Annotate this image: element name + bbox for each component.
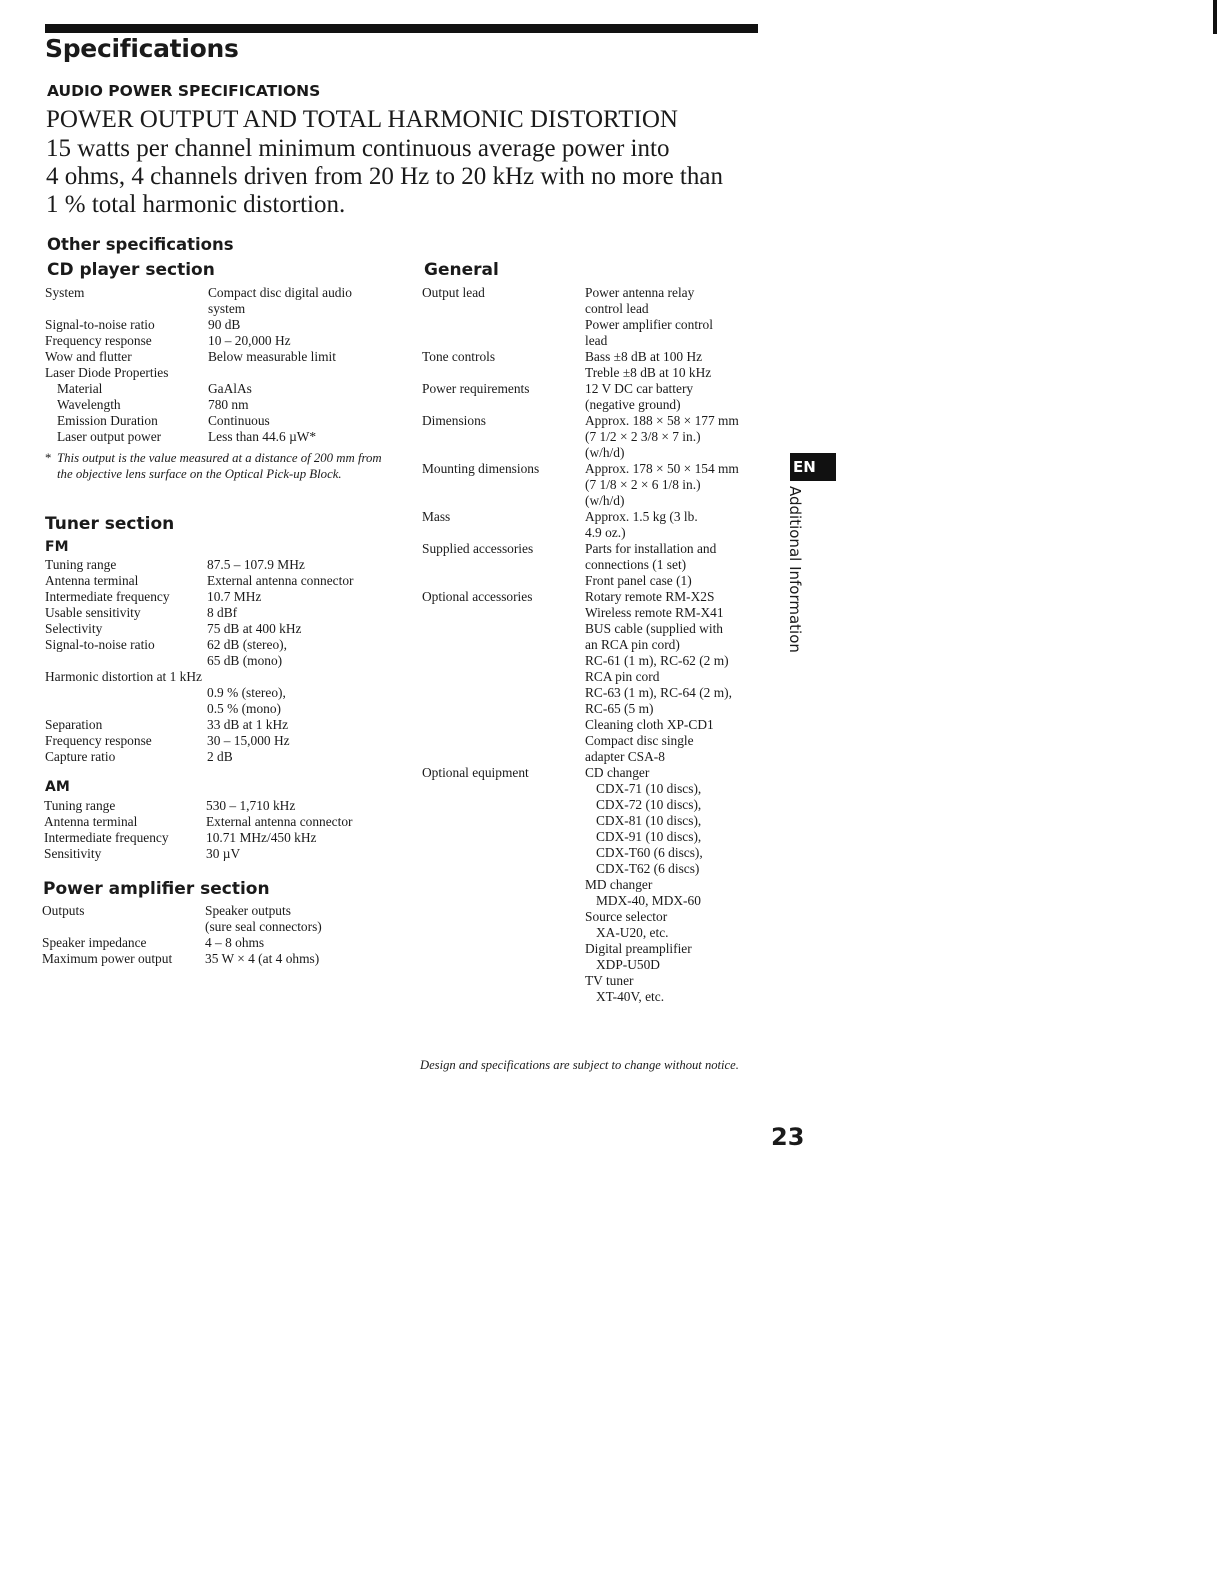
spec-value: Digital preamplifier	[585, 941, 692, 956]
spec-value: 2 dB	[207, 749, 233, 764]
spec-value: 90 dB	[208, 317, 241, 332]
amp-section-heading: Power amplifier section	[43, 879, 270, 899]
spec-label: Emission Duration	[57, 413, 158, 428]
footnote-text: This output is the value measured at a distance of 200 mm from the objective lens surface on the Optical Pick-up Block.	[57, 451, 382, 481]
spec-value: Treble ±8 dB at 10 kHz	[585, 365, 712, 380]
general-spec-list	[422, 285, 767, 1005]
spec-label: Intermediate frequency	[44, 830, 169, 845]
top-rule	[45, 24, 758, 33]
spec-row	[422, 589, 767, 605]
spec-row	[422, 653, 767, 669]
spec-row	[422, 413, 767, 429]
spec-row	[422, 957, 767, 973]
spec-row	[45, 317, 390, 333]
spec-value: Continuous	[208, 413, 270, 428]
am-heading: AM	[45, 779, 70, 795]
spec-row	[422, 461, 767, 477]
spec-value: Power amplifier control	[585, 317, 713, 332]
spec-row	[422, 493, 767, 509]
spec-row	[44, 814, 389, 830]
spec-row	[422, 301, 767, 317]
spec-label: Capture ratio	[45, 749, 116, 764]
spec-label: Wow and flutter	[45, 349, 132, 364]
spec-row	[42, 935, 387, 951]
spec-value: Front panel case (1)	[585, 573, 692, 588]
spec-label: Tone controls	[422, 349, 496, 364]
spec-row	[422, 429, 767, 445]
spec-value: CDX-T60 (6 discs),	[596, 845, 703, 860]
spec-value: MD changer	[585, 877, 653, 892]
spec-row	[45, 733, 390, 749]
spec-row	[45, 637, 390, 653]
spec-value: Approx. 1.5 kg (3 lb.	[585, 509, 698, 524]
spec-label: Signal-to-noise ratio	[45, 317, 155, 332]
spec-value: Bass ±8 dB at 100 Hz	[585, 349, 703, 364]
spec-value: Cleaning cloth XP-CD1	[585, 717, 714, 732]
spec-row	[422, 333, 767, 349]
spec-label: Sensitivity	[44, 846, 102, 861]
spec-value: CD changer	[585, 765, 650, 780]
spec-row	[45, 669, 390, 685]
footnote-marker: *	[45, 451, 52, 465]
spec-value: an RCA pin cord)	[585, 637, 680, 652]
spec-row	[422, 365, 767, 381]
spec-value: XDP-U50D	[596, 957, 660, 972]
spec-row	[45, 589, 390, 605]
spec-value: 75 dB at 400 kHz	[207, 621, 302, 636]
spec-row	[422, 941, 767, 957]
spec-label: Usable sensitivity	[45, 605, 141, 620]
spec-row	[44, 798, 389, 814]
spec-value: XA-U20, etc.	[596, 925, 669, 940]
spec-value: connections (1 set)	[585, 557, 687, 572]
spec-label: Dimensions	[422, 413, 486, 428]
audio-power-heading: AUDIO POWER SPECIFICATIONS	[47, 82, 321, 100]
power-output-title: POWER OUTPUT AND TOTAL HARMONIC DISTORTION	[46, 106, 678, 133]
spec-row	[422, 717, 767, 733]
spec-value: 10.7 MHz	[207, 589, 262, 604]
spec-row	[422, 797, 767, 813]
spec-label: Laser Diode Properties	[45, 365, 169, 380]
spec-value: 10.71 MHz/450 kHz	[206, 830, 317, 845]
cd-section-heading: CD player section	[47, 260, 215, 280]
spec-label: Separation	[45, 717, 103, 732]
spec-value: (7 1/2 × 2 3/8 × 7 in.)	[585, 429, 701, 444]
spec-row	[422, 685, 767, 701]
page-number: 23	[771, 1123, 805, 1151]
spec-value: 30 µV	[206, 846, 241, 861]
spec-row	[422, 733, 767, 749]
spec-value: 780 nm	[208, 397, 249, 412]
spec-row	[45, 285, 390, 301]
spec-value: 10 – 20,000 Hz	[208, 333, 291, 348]
spec-row	[422, 477, 767, 493]
footer-note: Design and specifications are subject to change without notice.	[420, 1058, 739, 1072]
spec-value: (sure seal connectors)	[205, 919, 322, 934]
power-statement-line: 1 % total harmonic distortion.	[46, 191, 346, 218]
spec-value: lead	[585, 333, 608, 348]
spec-value: RC-65 (5 m)	[585, 701, 654, 716]
spec-value: 0.5 % (mono)	[207, 701, 282, 716]
spec-value: Source selector	[585, 909, 668, 924]
spec-label: Harmonic distortion at 1 kHz	[45, 669, 202, 684]
spec-label: Mass	[422, 509, 451, 524]
spec-value: BUS cable (supplied with	[585, 621, 723, 636]
spec-row	[422, 525, 767, 541]
spec-label: Wavelength	[57, 397, 121, 412]
spec-row	[45, 429, 390, 445]
spec-value: adapter CSA-8	[585, 749, 665, 764]
spec-value: 62 dB (stereo),	[207, 637, 287, 652]
spec-row	[422, 605, 767, 621]
spec-label: Antenna terminal	[44, 814, 138, 829]
spec-row	[422, 509, 767, 525]
spec-value: 12 V DC car battery	[585, 381, 694, 396]
spec-row	[422, 637, 767, 653]
edge-mark	[1213, 0, 1217, 34]
spec-value: 8 dBf	[207, 605, 238, 620]
spec-value: 33 dB at 1 kHz	[207, 717, 289, 732]
spec-row	[42, 951, 387, 967]
spec-row	[45, 701, 390, 717]
spec-label: Output lead	[422, 285, 485, 300]
spec-value: External antenna connector	[206, 814, 353, 829]
spec-label: Optional equipment	[422, 765, 529, 780]
spec-label: Intermediate frequency	[45, 589, 170, 604]
spec-value: CDX-91 (10 discs),	[596, 829, 702, 844]
spec-row	[45, 605, 390, 621]
page-title: Specifications	[45, 34, 239, 63]
spec-value: system	[208, 301, 246, 316]
section-side-label: Additional Information	[786, 486, 804, 653]
spec-value: (7 1/8 × 2 × 6 1/8 in.)	[585, 477, 701, 492]
spec-row	[422, 541, 767, 557]
spec-row	[422, 861, 767, 877]
spec-value: TV tuner	[585, 973, 634, 988]
spec-label: Outputs	[42, 903, 85, 918]
spec-row	[44, 830, 389, 846]
spec-value: CDX-81 (10 discs),	[596, 813, 702, 828]
spec-value: CDX-71 (10 discs),	[596, 781, 702, 796]
spec-label: Mounting dimensions	[422, 461, 540, 476]
spec-row	[422, 877, 767, 893]
spec-label: Speaker impedance	[42, 935, 147, 950]
spec-row	[422, 765, 767, 781]
spec-row	[422, 925, 767, 941]
spec-row	[45, 621, 390, 637]
spec-row	[422, 813, 767, 829]
spec-value: 0.9 % (stereo),	[207, 685, 286, 700]
spec-label: Signal-to-noise ratio	[45, 637, 155, 652]
spec-row	[422, 381, 767, 397]
spec-value: GaAlAs	[208, 381, 252, 396]
spec-label: Tuning range	[44, 798, 116, 813]
spec-value: XT-40V, etc.	[596, 989, 665, 1004]
spec-value: (w/h/d)	[585, 445, 625, 460]
spec-label: System	[45, 285, 85, 300]
spec-row	[422, 909, 767, 925]
spec-row	[45, 573, 390, 589]
spec-value: 87.5 – 107.9 MHz	[207, 557, 305, 572]
spec-value: RC-61 (1 m), RC-62 (2 m)	[585, 653, 729, 668]
spec-label: Selectivity	[45, 621, 103, 636]
spec-value: CDX-72 (10 discs),	[596, 797, 702, 812]
spec-row	[422, 669, 767, 685]
spec-label: Frequency response	[45, 733, 152, 748]
general-section-heading: General	[424, 260, 499, 280]
spec-value: Compact disc single	[585, 733, 694, 748]
spec-row	[422, 973, 767, 989]
spec-row	[422, 573, 767, 589]
spec-row	[422, 557, 767, 573]
amp-spec-list	[42, 903, 387, 967]
spec-row	[45, 333, 390, 349]
spec-label: Antenna terminal	[45, 573, 139, 588]
spec-value: Less than 44.6 µW*	[208, 429, 317, 444]
spec-label: Frequency response	[45, 333, 152, 348]
spec-row	[45, 717, 390, 733]
spec-value: Approx. 178 × 50 × 154 mm	[585, 461, 739, 476]
spec-row	[422, 317, 767, 333]
spec-row	[45, 413, 390, 429]
spec-value: RCA pin cord	[585, 669, 660, 684]
spec-row	[422, 845, 767, 861]
fm-spec-list	[45, 557, 390, 765]
spec-row	[45, 397, 390, 413]
spec-row	[42, 903, 387, 919]
spec-value: 30 – 15,000 Hz	[207, 733, 290, 748]
spec-row	[422, 397, 767, 413]
spec-row	[45, 685, 390, 701]
spec-value: 4 – 8 ohms	[205, 935, 265, 950]
spec-row	[45, 365, 390, 381]
spec-row	[422, 349, 767, 365]
language-tab: EN	[790, 453, 836, 481]
cd-spec-list	[45, 285, 390, 445]
spec-row	[45, 301, 390, 317]
spec-value: Speaker outputs	[205, 903, 291, 918]
spec-row	[422, 829, 767, 845]
spec-value: (w/h/d)	[585, 493, 625, 508]
spec-value: External antenna connector	[207, 573, 354, 588]
spec-value: 65 dB (mono)	[207, 653, 283, 668]
spec-row	[42, 919, 387, 935]
spec-row	[422, 445, 767, 461]
spec-row	[45, 381, 390, 397]
spec-row	[45, 749, 390, 765]
spec-value: 4.9 oz.)	[585, 525, 626, 540]
spec-label: Maximum power output	[42, 951, 173, 966]
spec-row	[422, 701, 767, 717]
spec-row	[45, 349, 390, 365]
am-spec-list	[44, 798, 389, 862]
spec-label: Tuning range	[45, 557, 117, 572]
spec-value: Wireless remote RM-X41	[585, 605, 724, 620]
spec-label: Power requirements	[422, 381, 530, 396]
spec-row	[422, 285, 767, 301]
spec-value: Power antenna relay	[585, 285, 695, 300]
spec-row	[422, 621, 767, 637]
spec-label: Optional accessories	[422, 589, 533, 604]
power-statement-line: 4 ohms, 4 channels driven from 20 Hz to 20 kHz with no more than	[46, 163, 723, 190]
spec-label: Material	[57, 381, 103, 396]
spec-value: MDX-40, MDX-60	[596, 893, 701, 908]
spec-value: 35 W × 4 (at 4 ohms)	[205, 951, 320, 966]
spec-value: Parts for installation and	[585, 541, 717, 556]
spec-value: Approx. 188 × 58 × 177 mm	[585, 413, 739, 428]
spec-value: Compact disc digital audio	[208, 285, 352, 300]
spec-value: Below measurable limit	[208, 349, 336, 364]
spec-row	[422, 749, 767, 765]
spec-value: 530 – 1,710 kHz	[206, 798, 296, 813]
spec-value: (negative ground)	[585, 397, 681, 412]
power-statement-line: 15 watts per channel minimum continuous average power into	[46, 135, 670, 162]
spec-value: CDX-T62 (6 discs)	[596, 861, 700, 876]
spec-row	[44, 846, 389, 862]
spec-row	[45, 653, 390, 669]
spec-row	[45, 557, 390, 573]
spec-value: RC-63 (1 m), RC-64 (2 m),	[585, 685, 732, 700]
spec-label: Laser output power	[57, 429, 162, 444]
spec-value: control lead	[585, 301, 649, 316]
laser-footnote	[45, 450, 385, 482]
spec-row	[422, 781, 767, 797]
spec-value: Rotary remote RM-X2S	[585, 589, 715, 604]
spec-label: Supplied accessories	[422, 541, 534, 556]
spec-row	[422, 893, 767, 909]
fm-heading: FM	[45, 539, 69, 555]
tuner-section-heading: Tuner section	[45, 514, 175, 534]
other-specifications-heading: Other specifications	[47, 235, 234, 254]
spec-row	[422, 989, 767, 1005]
